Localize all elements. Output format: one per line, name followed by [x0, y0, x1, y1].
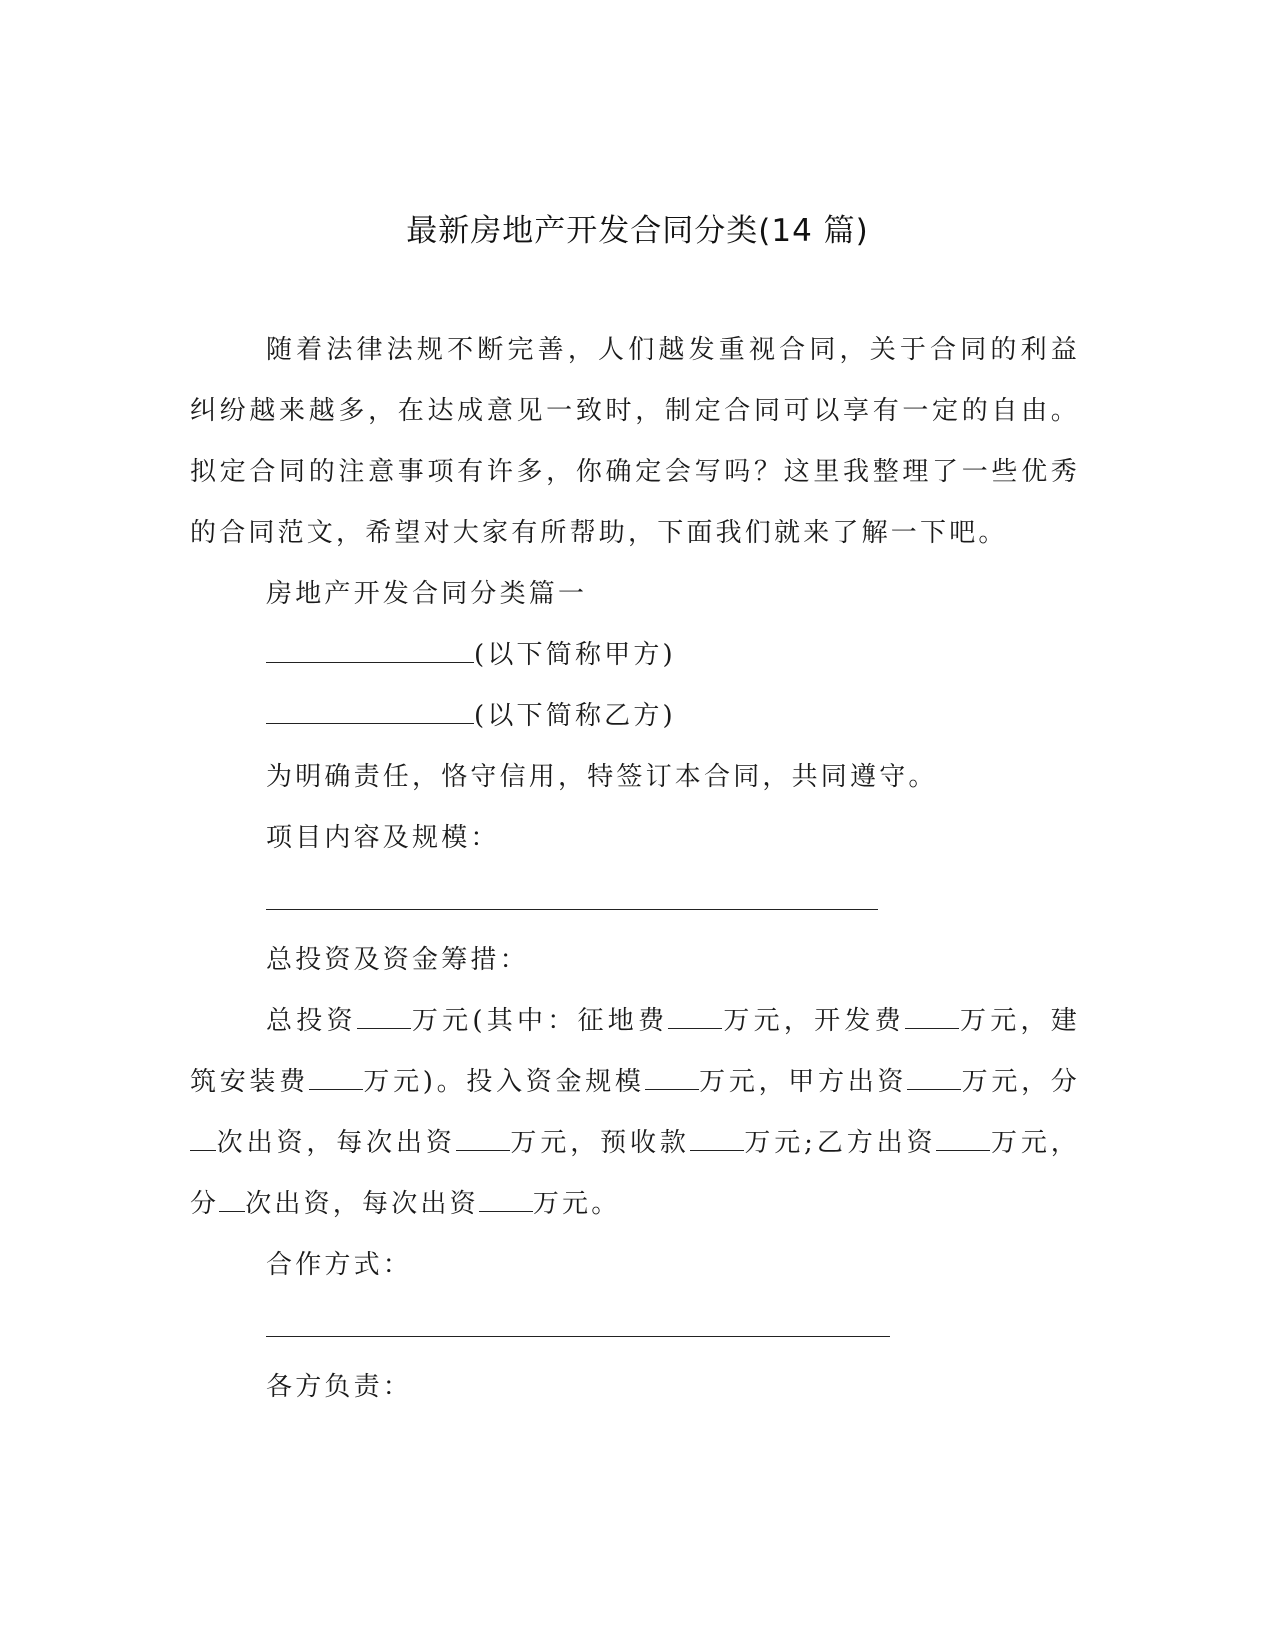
party-b-installments-blank[interactable]	[219, 1189, 245, 1212]
investment-text: 万元，建筑安装费	[190, 1006, 1080, 1097]
project-blank[interactable]	[266, 909, 878, 910]
party-b-per-installment-blank[interactable]	[479, 1189, 533, 1212]
party-a-blank[interactable]	[266, 640, 474, 663]
intro-paragraph: 随着法律法规不断完善，人们越发重视合同，关于合同的利益纠纷越来越多，在达成意见一致时，制定合同可以享有一定的自由。拟定合同的注意事项有许多，你确定会写吗？这里我整理了一些优秀的合同范文，希望对大家有所帮助，下面我们就来了解一下吧。	[190, 335, 1080, 548]
total-investment-blank[interactable]	[357, 1006, 411, 1029]
party-a-line	[190, 625, 1080, 686]
cooperation-blank-line	[190, 1296, 1080, 1357]
investment-text: 万元，预收款	[509, 1128, 690, 1158]
party-b-blank[interactable]	[266, 701, 474, 724]
party-b-contribution-blank[interactable]	[936, 1128, 990, 1151]
project-label: 项目内容及规模：	[266, 823, 500, 853]
investment-text: 万元，分	[961, 1067, 1080, 1097]
party-a-label: (以下简称甲方)	[474, 640, 676, 670]
party-b-label: (以下简称乙方)	[474, 701, 676, 731]
investment-text: 次出资，每次出资	[245, 1189, 479, 1219]
investment-label: 总投资及资金筹措：	[266, 945, 529, 975]
investment-text: 万元;乙方出资	[743, 1128, 937, 1158]
investment-paragraph	[190, 991, 1080, 1235]
investment-text: 万元(其中：征地费	[410, 1006, 669, 1036]
investment-text: 万元，分	[190, 1128, 1081, 1219]
purpose-line: 为明确责任，恪守信用，特签订本合同，共同遵守。	[266, 762, 938, 792]
land-fee-blank[interactable]	[668, 1006, 722, 1029]
investment-text: 万元，开发费	[722, 1006, 905, 1036]
investment-text: 万元)。投入资金规模	[362, 1067, 645, 1097]
investment-text: 万元，甲方出资	[698, 1067, 908, 1097]
investment-text: 次出资，每次出资	[216, 1128, 456, 1158]
party-b-line	[190, 686, 1080, 747]
investment-text: 总投资	[266, 1006, 357, 1036]
cooperation-label: 合作方式：	[266, 1250, 413, 1280]
party-a-installments-blank[interactable]	[190, 1128, 216, 1151]
document-body	[190, 320, 1080, 1418]
construction-fee-blank[interactable]	[309, 1067, 363, 1090]
development-fee-blank[interactable]	[905, 1006, 959, 1029]
responsibility-label: 各方负责：	[266, 1372, 413, 1402]
advance-payment-blank[interactable]	[690, 1128, 744, 1151]
section-heading: 房地产开发合同分类篇一	[266, 579, 588, 609]
cooperation-blank[interactable]	[266, 1336, 890, 1337]
document-title: 最新房地产开发合同分类(14 篇)	[406, 213, 869, 249]
party-a-per-installment-blank[interactable]	[456, 1128, 510, 1151]
fund-scale-blank[interactable]	[645, 1067, 699, 1090]
party-a-contribution-blank[interactable]	[907, 1067, 961, 1090]
investment-text: 万元。	[532, 1189, 621, 1219]
project-blank-line	[190, 869, 1080, 930]
